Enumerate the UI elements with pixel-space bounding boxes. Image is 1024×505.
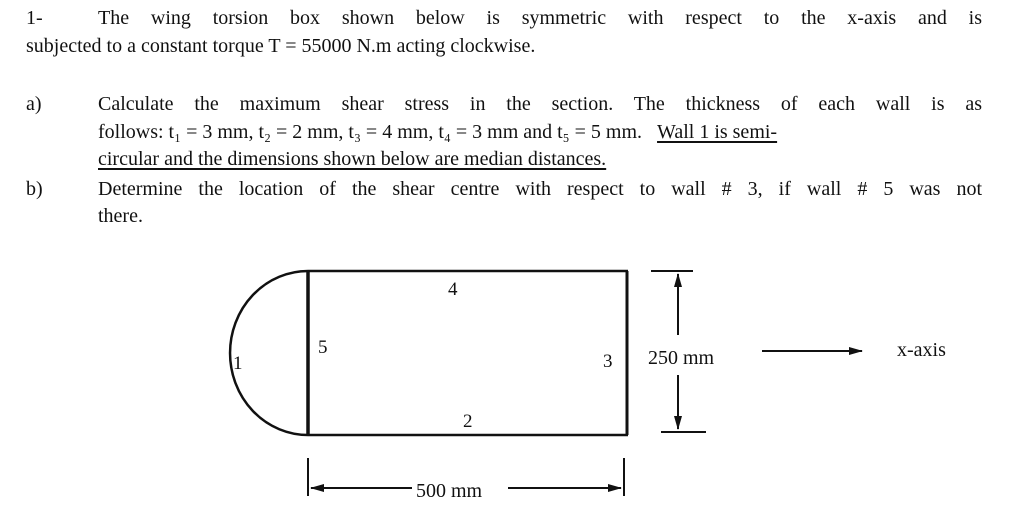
width-dimension-label: 500 mm <box>416 480 483 502</box>
wall-2-label: 2 <box>463 411 473 432</box>
part-a-line-3: circular and the dimensions shown below are median distances. <box>98 148 607 170</box>
problem-text-line-2: subjected to a constant torque T = 55000 N.m acting clockwise. <box>26 35 536 57</box>
part-b-line-2: there. <box>98 205 143 227</box>
part-b-label: b) <box>26 178 43 200</box>
part-a-label: a) <box>26 93 42 115</box>
problem-text-line-1: The wing torsion box shown below is symmetric with respect to the x-axis and is <box>98 7 982 29</box>
part-b-line-1: Determine the location of the shear centre with respect to wall # 3, if wall # 5 was not <box>98 178 982 200</box>
problem-number: 1- <box>26 7 43 29</box>
part-a-thickness-list: follows: t₁ = 3 mm, t₂ = 2 mm, t₃ = 4 mm, t₄ = 3 mm and t₅ = 5 mm. <box>98 121 643 143</box>
wall-5-label: 5 <box>318 337 328 358</box>
wall-1-label: 1 <box>233 353 243 374</box>
x-axis-label: x-axis <box>897 339 946 361</box>
height-dimension-label: 250 mm <box>648 347 715 369</box>
part-a-line-1: Calculate the maximum shear stress in the section. The thickness of each wall is as <box>98 93 982 115</box>
part-a-wall-note-start: Wall 1 is semi- <box>657 121 778 143</box>
wall-4-label: 4 <box>448 279 458 300</box>
wall-3-label: 3 <box>603 351 613 372</box>
